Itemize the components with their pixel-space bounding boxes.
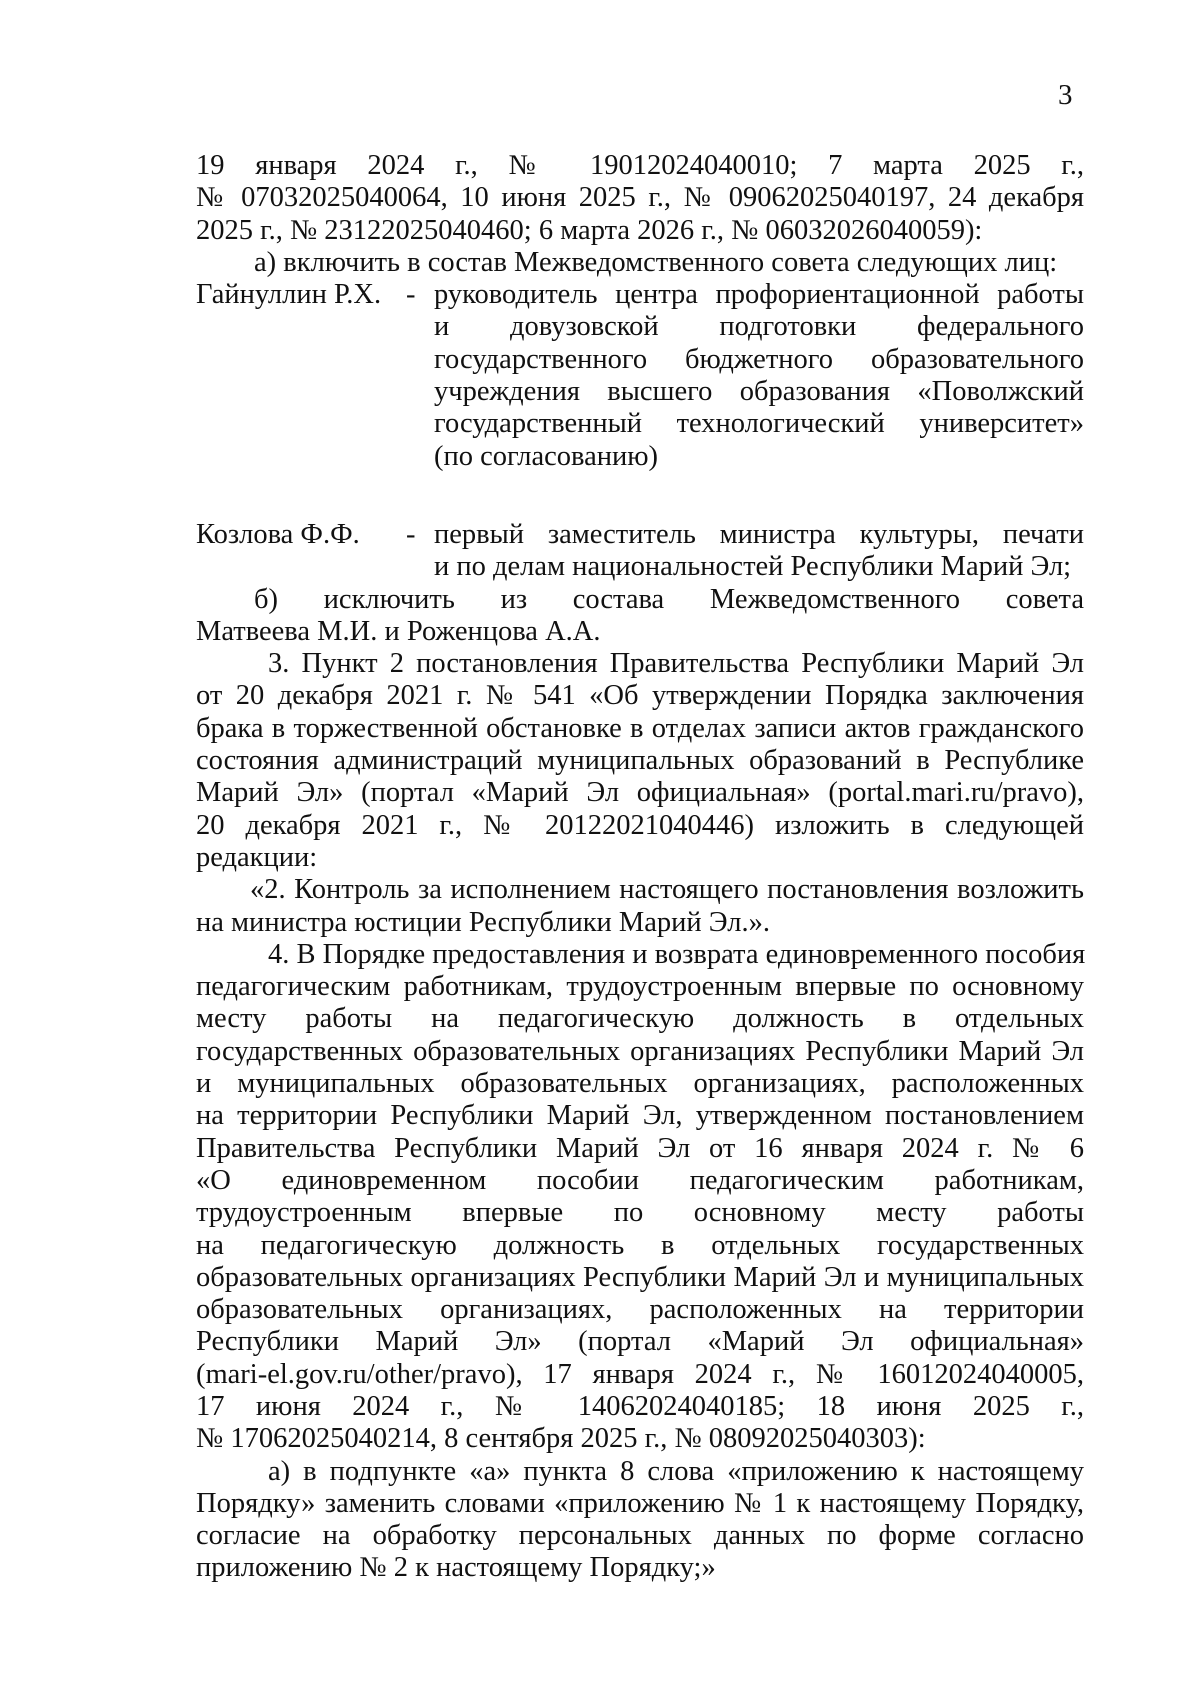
- text-line: 4. В Порядке предоставления и возврата единовременного пособия: [268, 938, 1086, 970]
- member-description: [434, 279, 1084, 473]
- member-description: [434, 519, 1084, 584]
- text-line: государственных образовательных организациях Республики Марий Эл: [196, 1035, 1084, 1067]
- text-line: (по согласованию): [434, 440, 659, 472]
- council-member-entry: [196, 519, 1084, 584]
- text-line: трудоустроенным впервые по основному месту работы: [196, 1197, 1084, 1229]
- text-line: № 17062025040214, 8 сентября 2025 г., № 08092025040303):: [196, 1423, 926, 1455]
- page-number: 3: [1058, 79, 1073, 111]
- point-4: [196, 939, 1084, 1456]
- text-line: 3. Пункт 2 постановления Правительства Республики Марий Эл: [268, 648, 1084, 680]
- text-line: учреждения высшего образования «Поволжский: [434, 376, 1084, 408]
- spacer: [196, 473, 1084, 519]
- text-line: на министра юстиции Республики Марий Эл.».: [196, 906, 770, 938]
- text-line: от 20 декабря 2021 г. № 541 «Об утверждении Порядка заключения: [196, 680, 1084, 712]
- text-line: Матвеева М.И. и Роженцова А.А.: [196, 615, 601, 647]
- text-line: образовательных организациях, расположенных на территории: [196, 1294, 1084, 1326]
- text-line: первый заместитель министра культуры, печати: [434, 518, 1084, 550]
- subpoint-b: [196, 584, 1084, 649]
- text-line: (mari-el.gov.ru/other/pravo), 17 января 2024 г., № 16012024040005,: [196, 1358, 1084, 1390]
- text-line: и довузовской подготовки федерального: [434, 311, 1084, 343]
- text-line: б) исключить из состава Межведомственного совета: [254, 583, 1084, 615]
- intro-paragraph: [196, 150, 1084, 247]
- text-line: на территории Республики Марий Эл, утвержденном постановлением: [196, 1100, 1084, 1132]
- text-line: месту работы на педагогическую должность в отдельных: [196, 1003, 1084, 1035]
- point-3: [196, 648, 1084, 874]
- text-line: брака в торжественной обстановке в отделах записи актов гражданского: [196, 712, 1084, 744]
- member-dash: -: [406, 518, 416, 550]
- member-name: Гайнуллин Р.Х.: [196, 279, 382, 311]
- text-line: государственного бюджетного образовательного: [434, 343, 1084, 375]
- text-line: состояния администраций муниципальных образований в Республике: [196, 745, 1084, 777]
- text-line: 2025 г., № 23122025040460; 6 марта 2026 г., № 06032026040059):: [196, 214, 983, 246]
- text-line: и по делам национальностей Республики Марий Эл;: [434, 551, 1072, 583]
- text-line: Правительства Республики Марий Эл от 16 января 2024 г. № 6: [196, 1132, 1084, 1164]
- text-line: а) в подпункте «а» пункта 8 слова «приложению к настоящему: [268, 1455, 1084, 1487]
- text-line: 20 декабря 2021 г., № 20122021040446) изложить в следующей: [196, 809, 1084, 841]
- text-line: № 07032025040064, 10 июня 2025 г., № 09062025040197, 24 декабря: [196, 182, 1084, 214]
- text-line: образовательных организациях Республики Марий Эл и муниципальных: [196, 1261, 1084, 1293]
- text-line: на педагогическую должность в отдельных государственных: [196, 1229, 1084, 1261]
- subpoint-a: а) включить в состав Межведомственного совета следующих лиц:: [254, 246, 1058, 278]
- document-body: [196, 150, 1084, 1585]
- point-4-subpoint-a: [196, 1456, 1084, 1585]
- council-member-entry: [196, 279, 1084, 473]
- text-line: и муниципальных образовательных организациях, расположенных: [196, 1068, 1084, 1100]
- member-name: Козлова Ф.Ф.: [196, 518, 360, 550]
- text-line: Республики Марий Эл» (портал «Марий Эл официальная»: [196, 1326, 1084, 1358]
- text-line: согласие на обработку персональных данных по форме согласно: [196, 1520, 1084, 1552]
- text-line: 17 июня 2024 г., № 14062024040185; 18 июня 2025 г.,: [196, 1390, 1084, 1422]
- text-line: Марий Эл» (портал «Марий Эл официальная» (portal.mari.ru/pravo),: [196, 777, 1084, 809]
- text-line: государственный технологический университет»: [434, 408, 1084, 440]
- text-line: приложению № 2 к настоящему Порядку;»: [196, 1552, 716, 1584]
- text-line: педагогическим работникам, трудоустроенным впервые по основному: [196, 971, 1084, 1003]
- text-line: руководитель центра профориентационной работы: [434, 279, 1084, 311]
- text-line: «2. Контроль за исполнением настоящего постановления возложить: [250, 874, 1084, 906]
- text-line: «О единовременном пособии педагогическим работникам,: [196, 1164, 1084, 1196]
- text-line: 19 января 2024 г., № 19012024040010; 7 марта 2025 г.,: [196, 150, 1084, 181]
- member-dash: -: [406, 279, 416, 311]
- text-line: редакции:: [196, 841, 318, 873]
- text-line: Порядку» заменить словами «приложению № 1 к настоящему Порядку,: [196, 1487, 1084, 1519]
- quoted-wording: [196, 874, 1084, 939]
